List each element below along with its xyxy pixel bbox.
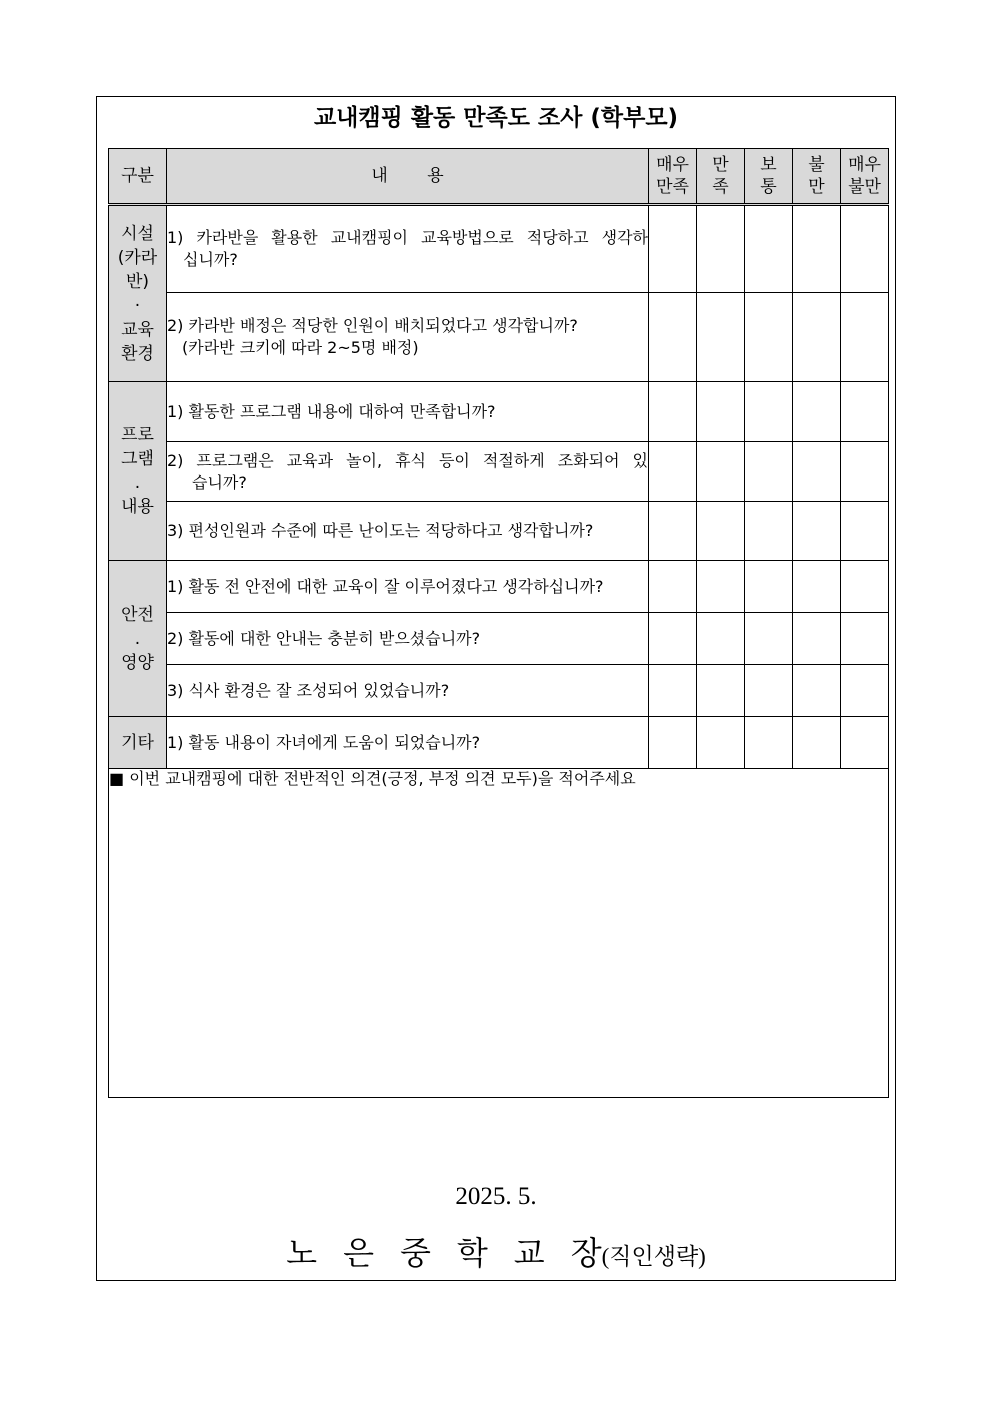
question-text (167, 382, 649, 442)
header-rating-very-satisfied (649, 149, 697, 205)
question-line: 3) 편성인원과 수준에 따른 난이도는 적당하다고 생각합니까? (167, 521, 594, 540)
question-line: 1) 활동 전 안전에 대한 교육이 잘 이루어졌다고 생각하십니까? (167, 576, 604, 596)
survey-table (108, 148, 889, 1098)
header-content: 내 용 (167, 149, 649, 205)
header-rating-line: 매우 (848, 155, 881, 175)
rating-cell (745, 205, 793, 293)
category-label-line: . (134, 628, 141, 649)
rating-cell (745, 665, 793, 717)
question-line: (카라반 크키에 따라 2~5명 배정) (182, 338, 419, 357)
question-row (109, 382, 889, 442)
question-row (109, 613, 889, 665)
question-line: 십니까? (183, 250, 238, 269)
question-text (167, 293, 649, 382)
question-text (167, 613, 649, 665)
question-line: 1) 카라반을 활용한 교내캠핑이 교육방법으로 적당하고 생각하 (167, 228, 648, 247)
category-label-line: 프로 (121, 425, 154, 445)
header-rating-very-dissatisfied (841, 149, 889, 205)
header-rating-line: 매우 (656, 155, 689, 175)
category-label-line: 시설 (121, 223, 154, 244)
rating-cell (793, 293, 841, 382)
rating-cell (841, 665, 889, 717)
header-rating-line: 족 (712, 177, 729, 197)
header-row (109, 149, 889, 205)
question-text (167, 561, 649, 613)
header-rating-line: 불 (808, 155, 825, 175)
rating-cell (745, 502, 793, 561)
rating-cell (793, 502, 841, 561)
rating-cell (745, 382, 793, 442)
question-line: 1) 활동한 프로그램 내용에 대하여 만족합니까? (167, 401, 496, 421)
rating-cell (649, 442, 697, 502)
rating-cell (841, 293, 889, 382)
comment-prompt: 이번 교내캠핑에 대한 전반적인 의견(긍정, 부정 의견 모두)을 적어주세요 (129, 769, 636, 788)
question-row (109, 502, 889, 561)
rating-cell (841, 613, 889, 665)
category-label-line: 반) (125, 271, 150, 292)
square-bullet-icon: ■ (109, 769, 125, 788)
rating-cell (697, 717, 745, 769)
question-row (109, 665, 889, 717)
rating-cell (841, 442, 889, 502)
rating-cell (793, 205, 841, 293)
rating-cell (697, 442, 745, 502)
rating-cell (697, 502, 745, 561)
rating-cell (793, 382, 841, 442)
question-row (109, 442, 889, 502)
rating-cell (649, 613, 697, 665)
rating-cell (697, 665, 745, 717)
rating-cell (793, 442, 841, 502)
rating-cell (649, 665, 697, 717)
header-rating-line: 불만 (848, 177, 881, 197)
question-text (167, 717, 649, 769)
category-label-line: 그램 (121, 449, 154, 469)
rating-cell (745, 293, 793, 382)
category-facilities (109, 205, 167, 382)
question-row (109, 293, 889, 382)
header-rating-dissatisfied (793, 149, 841, 205)
question-line: 2) 활동에 대한 안내는 충분히 받으셨습니까? (167, 628, 481, 648)
category-other (109, 717, 167, 769)
rating-cell (697, 293, 745, 382)
rating-cell (793, 717, 841, 769)
header-rating-line: 보 (760, 155, 777, 175)
survey-title: 교내캠핑 활동 만족도 조사 (학부모) (313, 105, 679, 131)
rating-cell (841, 561, 889, 613)
category-label-line: (카라 (117, 247, 158, 268)
category-label-line: · (134, 295, 141, 316)
rating-cell (649, 293, 697, 382)
issuer-name: 노 은 중 학 교 장 (286, 1235, 602, 1271)
rating-cell (649, 717, 697, 769)
category-safety (109, 561, 167, 717)
question-text (167, 665, 649, 717)
issue-date: 2025. 5. (455, 1183, 537, 1210)
rating-cell (793, 613, 841, 665)
rating-cell (697, 561, 745, 613)
rating-cell (745, 561, 793, 613)
category-label-line: . (134, 473, 141, 493)
question-line: 2) 카라반 배정은 적당한 인원이 배치되었다고 생각합니까? (167, 316, 578, 335)
rating-cell (745, 717, 793, 769)
question-line: 1) 활동 내용이 자녀에게 도움이 되었습니까? (167, 732, 481, 752)
category-program (109, 382, 167, 561)
question-text (167, 442, 649, 502)
rating-cell (697, 205, 745, 293)
question-text (167, 205, 649, 293)
rating-cell (793, 561, 841, 613)
category-label-line: 내용 (121, 497, 154, 517)
category-label-line: 영양 (121, 652, 154, 673)
seal-note: (직인생략) (601, 1244, 706, 1269)
header-rating-line: 만 (712, 155, 729, 175)
rating-cell (649, 502, 697, 561)
rating-cell (841, 205, 889, 293)
question-row (109, 561, 889, 613)
rating-cell (841, 717, 889, 769)
question-row (109, 717, 889, 769)
category-label-line: 기타 (121, 732, 154, 753)
question-row (109, 205, 889, 293)
rating-cell (697, 613, 745, 665)
rating-cell (649, 205, 697, 293)
issuer-line (0, 1232, 992, 1281)
category-label-line: 안전 (121, 604, 154, 625)
category-label-line: 환경 (121, 343, 154, 364)
rating-cell (649, 561, 697, 613)
header-rating-satisfied (697, 149, 745, 205)
rating-cell (841, 382, 889, 442)
comment-box (109, 769, 889, 1098)
rating-cell (793, 665, 841, 717)
comment-row (109, 769, 889, 1098)
header-rating-line: 만 (808, 177, 825, 197)
rating-cell (649, 382, 697, 442)
header-category: 구분 (109, 149, 167, 205)
rating-cell (841, 502, 889, 561)
rating-cell (697, 382, 745, 442)
question-line: 습니까? (192, 472, 247, 492)
category-label-line: 교육 (121, 319, 154, 340)
question-text (167, 502, 649, 561)
rating-cell (745, 613, 793, 665)
header-rating-line: 통 (760, 177, 777, 197)
header-rating-neutral (745, 149, 793, 205)
header-rating-line: 만족 (656, 177, 689, 197)
rating-cell (745, 442, 793, 502)
question-line: 3) 식사 환경은 잘 조성되어 있었습니까? (167, 680, 450, 700)
question-line: 2) 프로그램은 교육과 놀이, 휴식 등이 적절하게 조화되어 있 (167, 450, 648, 470)
